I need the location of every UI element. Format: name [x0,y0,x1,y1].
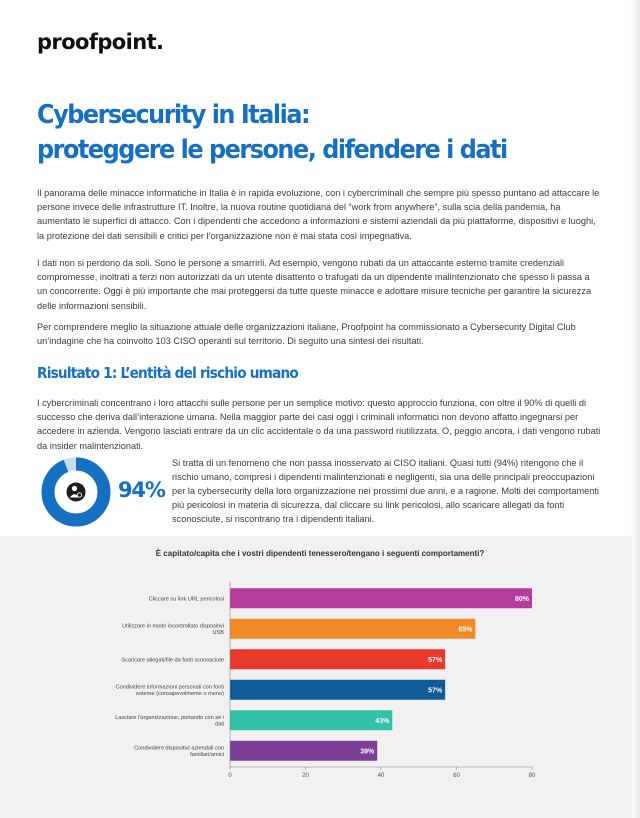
donut-stat-chart [40,456,112,528]
chart-x-tick-label: 80 [528,773,536,779]
chart-category-label: Condividere informazioni personali con fonti [115,684,224,691]
chart-title: È capitato/capita che i vostri dipendenti tenessero/tengano i seguenti comportamenti? [155,549,485,558]
chart-bar [230,741,377,761]
title-line-1: Cybersecurity in Italia: [37,100,310,130]
chart-category-label: Lasciare l’organizzazione, portando con sé i [115,714,224,721]
intro-paragraph-1: Il panorama delle minacce informatiche in Italia è in rapida evoluzione, con i cybercriminali che sempre più spesso puntano ad attaccare le persone invece delle infrastrutture IT. Inoltre, la nuova routine quotidiana del “work from anywhere”, sulla scia della pandemia, ha aumentato le superfici di attacco. Con i dipendenti che accedono a informazioni e sistemi aziendali da più piattaforme, dispositivi e luoghi, la protezione dei dati sensibili e critici per l’organizzazione non è mai stata così impegnativa. [37,188,600,241]
chart-category-label: Utilizzare in modo incontrollato dispositivi [122,623,224,630]
chart-value-label: 80% [514,595,529,603]
section-1-paragraph: I cybercriminali concentrano i loro attacchi sulle persone per un semplice motivo: questo approccio funziona, con oltre il 90% di quelli di successo che deriva dall’interazione umana. Nella maggior parte dei casi oggi i criminali informatici non devono affatto ingegnarsi per accedere in azienda. Vengono lasciati entrare da un clic accidentale o da una password riutilizzata. O, peggio ancora, i dati vengono rubati da insider malintenzionati. [37,398,601,451]
chart-value-label: 65% [458,626,473,634]
chart-category-label: familiari/amici [190,752,224,759]
proofpoint-logo: proofpoint. [37,30,164,54]
title-line-2: proteggere le persone, difendere i dati [37,135,507,165]
chart-category-label: dati [214,721,224,728]
chart-x-tick-label: 20 [302,773,309,779]
section-heading-result-1: Risultato 1: L’entità del rischio umano [37,364,298,382]
chart-x-tick-label: 0 [228,773,232,779]
chart-bar [230,588,532,608]
behaviors-bar-chart [0,575,640,779]
chart-category-label: Scaricare allegati/file da fonti sconosciute [121,657,224,664]
chart-x-tick-label: 60 [453,773,460,779]
stat-description: Si tratta di un fenomeno che non passa inosservato ai CISO italiani. Quasi tutti (94%) ritengono che il rischio umano, compresi i dipendenti malintenzionati e negligenti, sia una delle principali preoccupazioni per la cybersecurity della loro organizzazione nei prossimi due anni, e a ragione. Molti dei comportamenti più pericolosi in materia di sicurezza, dal cliccare su link pericolosi, allo scaricare allegati da fonti sconosciute, si riscontrano tra i dipendenti italiani. [172,458,599,524]
chart-category-label: Cliccare su link URL pericolosi [148,596,224,603]
chart-value-label: 43% [375,717,390,725]
intro-paragraph-3: Per comprendere meglio la situazione attuale delle organizzazioni italiane, Proofpoint ha commissionato a Cybersecurity Digital Club un’indagine che ha coinvolto 103 CISO operanti sul territorio. Di seguito una sintesi dei risultati. [37,322,576,347]
chart-bar [230,619,475,639]
chart-value-label: 57% [428,656,443,664]
chart-bar [230,680,445,700]
stat-percentage: 94% [118,478,165,502]
chart-category-label: esterne (consapevolmente o meno) [136,691,224,698]
chart-bar [230,710,392,730]
person-lock-icon [65,481,87,503]
chart-category-label: USB [212,630,224,637]
chart-x-tick-label: 40 [377,773,385,779]
intro-paragraph-2: I dati non si perdono da soli. Sono le persone a smarrirli. Ad esempio, vengono rubati da un attaccante esterno tramite credenziali compromesse, inoltrati a terzi non autorizzati da un utente disattento o trafugati da un dipendente malintenzionato che spesso li passa a un concorrente. Oggi è più importante che mai proteggersi da tutte queste minacce e adottare misure tecniche per garantire la sicurezza delle informazioni sensibili. [37,258,592,311]
chart-bar [230,649,445,669]
chart-value-label: 57% [428,687,443,695]
chart-value-label: 39% [360,748,375,756]
chart-category-label: Condividere dispositivi aziendali con [134,745,224,752]
page-title [37,98,552,168]
